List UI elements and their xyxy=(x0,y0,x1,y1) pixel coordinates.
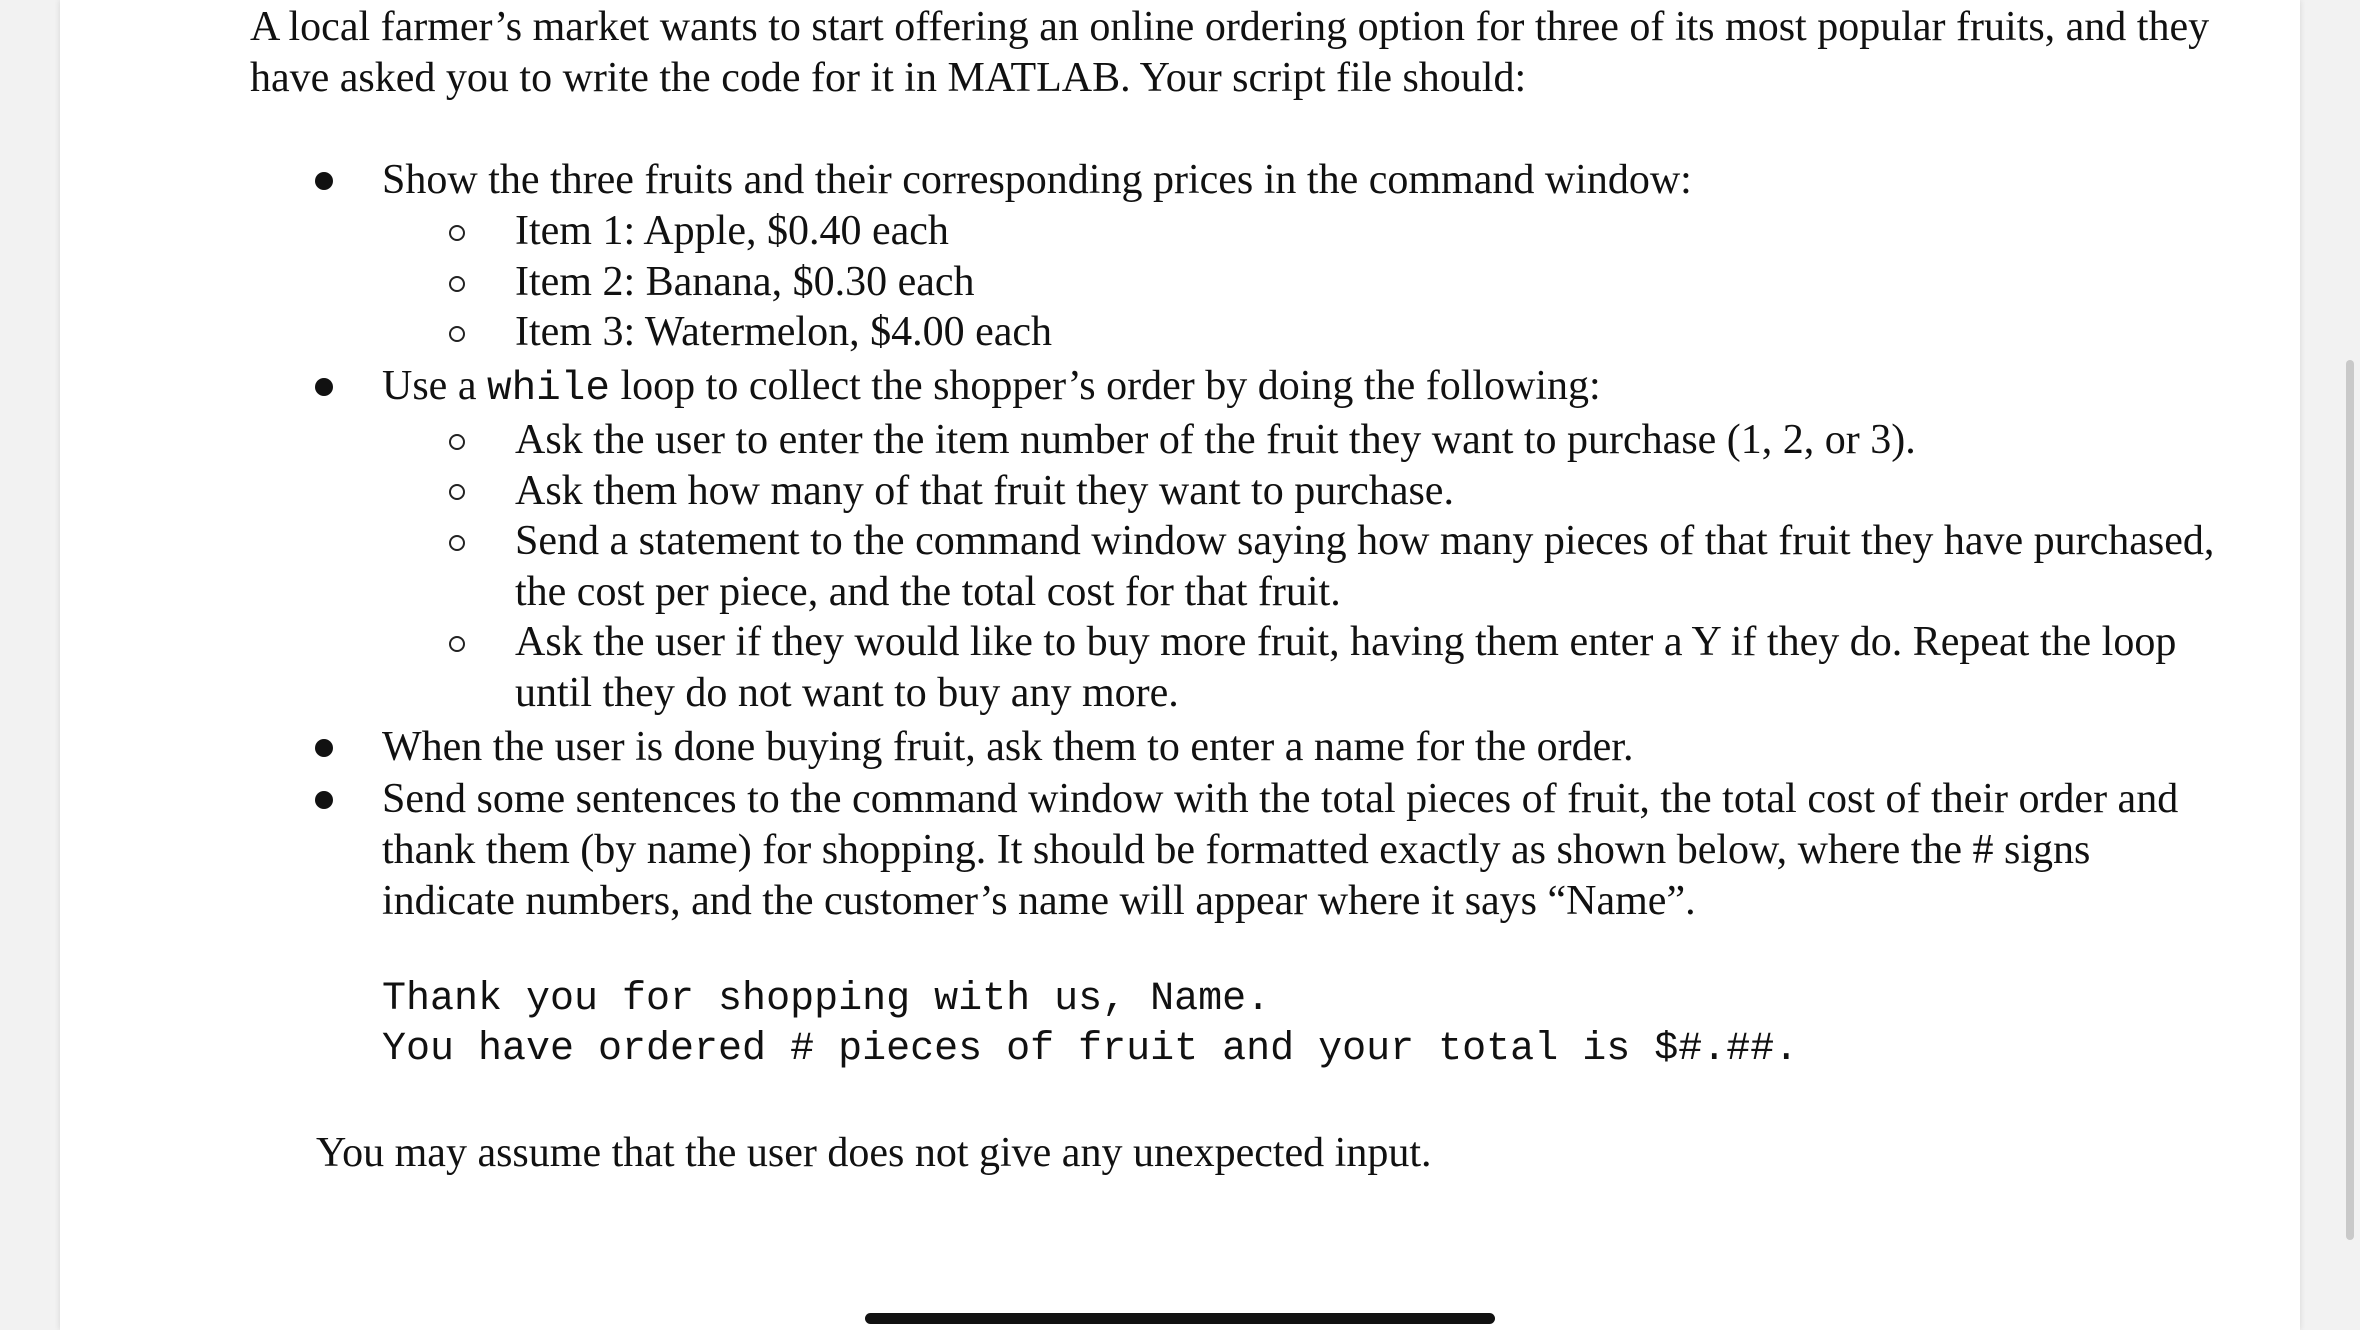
bullet-2-text-before: Use a xyxy=(382,363,487,409)
intro-paragraph: A local farmer’s market wants to start offering an online ordering option for three of its most popular fruits, and they have asked you to write the code for it in MATLAB. Your script file should: xyxy=(250,4,2210,101)
sub-bullet-marker xyxy=(449,326,465,342)
loop-step-3: Send a statement to the command window saying how many pieces of that fruit they have purchased, the cost per piece, and the total cost for that fruit. xyxy=(515,518,2215,615)
bullet-3-text: When the user is done buying fruit, ask them to enter a name for the order. xyxy=(382,724,1634,770)
sub-bullet-marker xyxy=(449,636,465,652)
bullet-2-text-after: loop to collect the shopper’s order by doing the following: xyxy=(610,363,1601,409)
home-indicator[interactable] xyxy=(865,1313,1495,1324)
item-3-price: Item 3: Watermelon, $4.00 each xyxy=(515,309,1052,355)
item-1-price: Item 1: Apple, $0.40 each xyxy=(515,208,949,254)
sub-bullet-marker xyxy=(449,434,465,450)
code-line-1: Thank you for shopping with us, Name. xyxy=(382,977,1271,1022)
sub-bullet-marker xyxy=(449,276,465,292)
loop-step-2: Ask them how many of that fruit they want to purchase. xyxy=(515,468,1454,514)
bullet-2-text xyxy=(382,361,2202,415)
bullet-marker xyxy=(315,172,333,190)
loop-step-4: Ask the user if they would like to buy more fruit, having them enter a Y if they do. Repeat the loop until they do not want to buy any more. xyxy=(515,619,2177,716)
loop-step-1: Ask the user to enter the item number of the fruit they want to purchase (1, 2, or 3). xyxy=(515,417,1916,463)
sub-bullet-marker xyxy=(449,535,465,551)
code-line-2: You have ordered # pieces of fruit and your total is $#.##. xyxy=(382,1027,1799,1072)
while-keyword: while xyxy=(486,366,610,412)
bullet-1-text: Show the three fruits and their corresponding prices in the command window: xyxy=(382,157,1692,203)
bullet-marker xyxy=(315,378,333,396)
sub-bullet-marker xyxy=(449,225,465,241)
item-2-price: Item 2: Banana, $0.30 each xyxy=(515,259,975,305)
bullet-marker xyxy=(315,791,333,809)
document-page xyxy=(60,0,2300,1330)
sub-bullet-marker xyxy=(449,484,465,500)
scrollbar[interactable] xyxy=(2346,360,2354,1240)
bullet-marker xyxy=(315,739,333,757)
closing-note: You may assume that the user does not give any unexpected input. xyxy=(316,1130,1432,1176)
bullet-4-text: Send some sentences to the command window with the total pieces of fruit, the total cost of their order and thank them (by name) for shopping. It should be formatted exactly as shown below, where the # signs indicate numbers, and the customer’s name will appear where it says “Name”. xyxy=(382,776,2179,924)
